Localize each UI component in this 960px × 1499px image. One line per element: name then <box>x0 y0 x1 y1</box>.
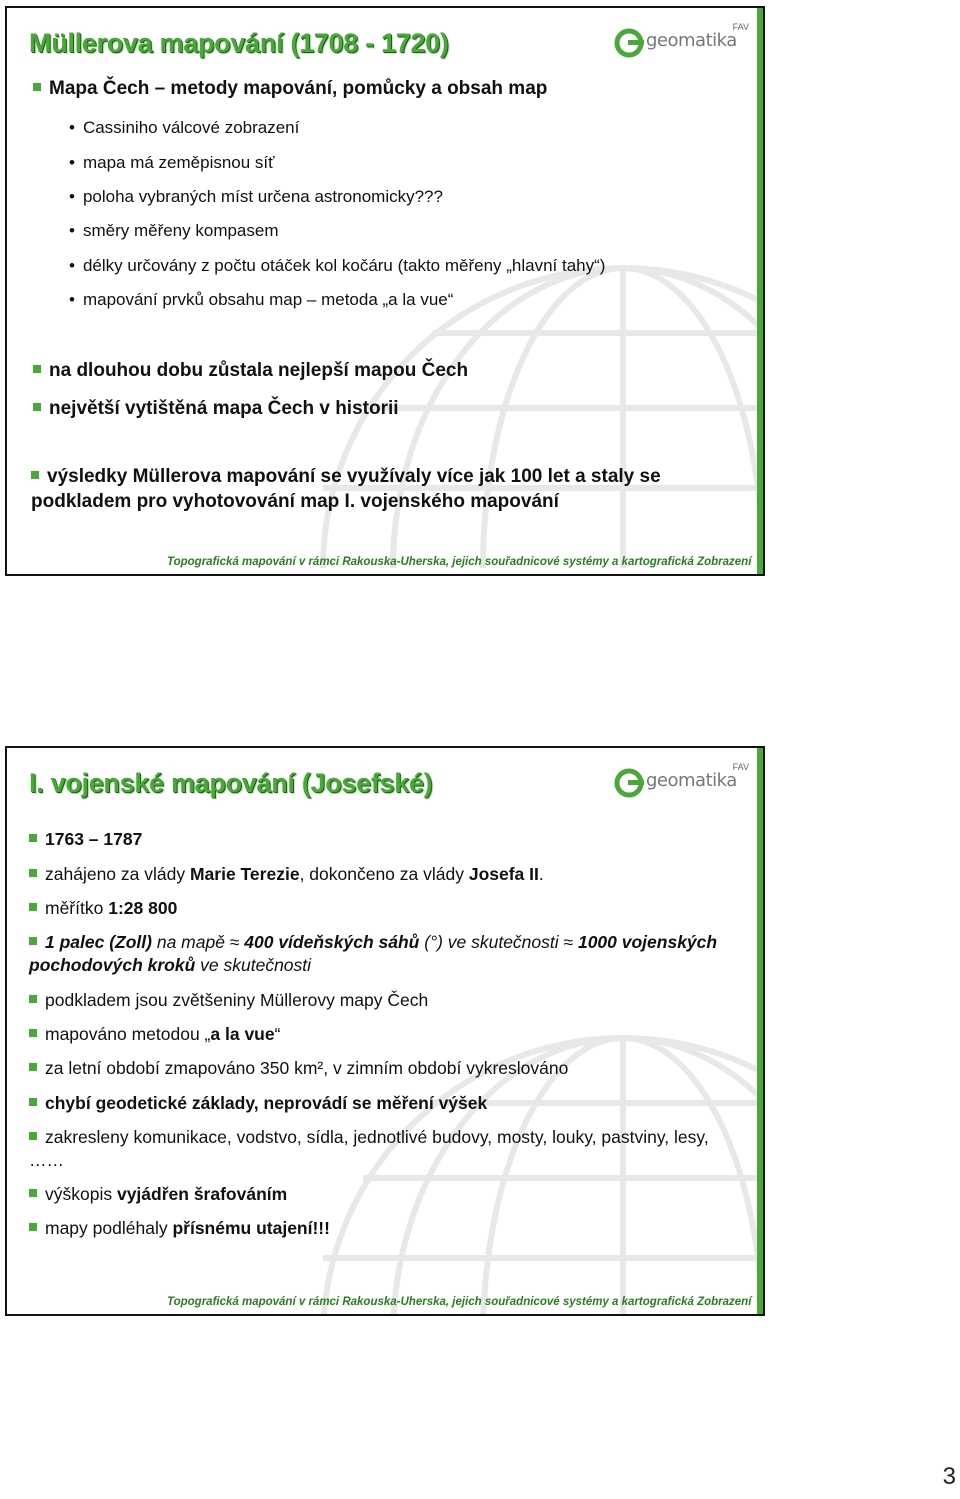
secrecy-item <box>29 1217 744 1240</box>
logo-superscript: FAV <box>732 22 749 32</box>
geomatika-logo-icon <box>614 28 644 58</box>
logo-text: geomatika <box>646 770 737 791</box>
years-item: 1763 – 1787 <box>29 828 744 851</box>
text-span: na mapě ≈ <box>151 932 245 952</box>
point-item: na dlouhou dobu zůstala nejlepší mapou Čech <box>33 360 468 382</box>
bullet-item: • délky určovány z počtu otáček kol kočáru (takto měřeny „hlavní tahy“) <box>69 256 605 276</box>
relief-item <box>29 1183 744 1206</box>
text-span: přísnému utajení!!! <box>172 1218 330 1238</box>
geomatika-logo <box>614 22 749 58</box>
bullet-item: • směry měřeny kompasem <box>69 221 279 241</box>
bullet-item: • mapování prvků obsahu map – metoda „a la vue“ <box>69 290 453 310</box>
slide-title: Müllerova mapování (1708 - 1720) <box>29 28 449 58</box>
text-span: 400 vídeňských sáhů <box>244 932 420 952</box>
text-span: měřítko <box>45 898 109 918</box>
point-item: největší vytištěná mapa Čech v historii <box>33 398 399 420</box>
text-span: vyjádřen šrafováním <box>116 1184 288 1204</box>
logo-text: geomatika <box>646 30 737 51</box>
slide-footer: Topografická mapování v rámci Rakouska-Uherska, jejich souřadnicové systémy a kartografická Zobrazení <box>167 556 752 568</box>
conclusion-text: výsledky Müllerova mapování se využívaly více jak 100 let a staly se podkladem pro vyhotovování map I. vojenského mapování <box>31 464 746 514</box>
bullet-item: • poloha vybraných míst určena astronomicky??? <box>69 187 443 207</box>
units-item <box>29 931 744 977</box>
text-span: “ <box>274 1024 281 1044</box>
text-span: 1000 vojenských pochodových kroků <box>29 932 718 975</box>
text-span: ve skutečnosti <box>195 955 312 975</box>
reign-item <box>29 863 744 886</box>
text-span: Josefa II <box>468 864 539 884</box>
text-span: mapy podléhaly <box>45 1218 173 1238</box>
geomatika-logo-icon <box>614 768 644 798</box>
logo-superscript: FAV <box>732 762 749 772</box>
section-heading: Mapa Čech – metody mapování, pomůcky a obsah map <box>33 78 547 100</box>
text-span: (°) ve skutečnosti ≈ <box>419 932 578 952</box>
text-span: 1:28 800 <box>108 898 178 918</box>
slide-1 <box>5 6 765 576</box>
text-span: výškopis <box>45 1184 117 1204</box>
bullet-item: • Cassiniho válcové zobrazení <box>69 118 299 138</box>
slide-footer: Topografická mapování v rámci Rakouska-Uherska, jejich souřadnicové systémy a kartografická Zobrazení <box>167 1296 752 1308</box>
scale-item <box>29 897 744 920</box>
text-span: , dokončeno za vlády <box>299 864 469 884</box>
method-item <box>29 1023 744 1046</box>
text-span: zahájeno za vlády <box>45 864 190 884</box>
text-span: a la vue <box>210 1024 275 1044</box>
area-item: za letní období zmapováno 350 km², v zimním období vykreslováno <box>29 1057 744 1080</box>
slide-title: I. vojenské mapování (Josefské) <box>29 768 433 798</box>
content-item: zakresleny komunikace, vodstvo, sídla, jednotlivé budovy, mosty, louky, pastviny, lesy, …… <box>29 1126 744 1172</box>
bullet-item: • mapa má zeměpisnou síť <box>69 153 275 173</box>
slide-2 <box>5 746 765 1316</box>
page-number: 3 <box>942 1463 956 1490</box>
geomatika-logo <box>614 762 749 798</box>
geodetic-item: chybí geodetické základy, neprovádí se měření výšek <box>29 1092 744 1115</box>
text-span: . <box>538 864 544 884</box>
text-span: 1 palec (Zoll) <box>45 932 152 952</box>
basis-item: podkladem jsou zvětšeniny Müllerovy mapy Čech <box>29 989 744 1012</box>
text-span: Marie Terezie <box>189 864 300 884</box>
text-span: mapováno metodou „ <box>45 1024 211 1044</box>
